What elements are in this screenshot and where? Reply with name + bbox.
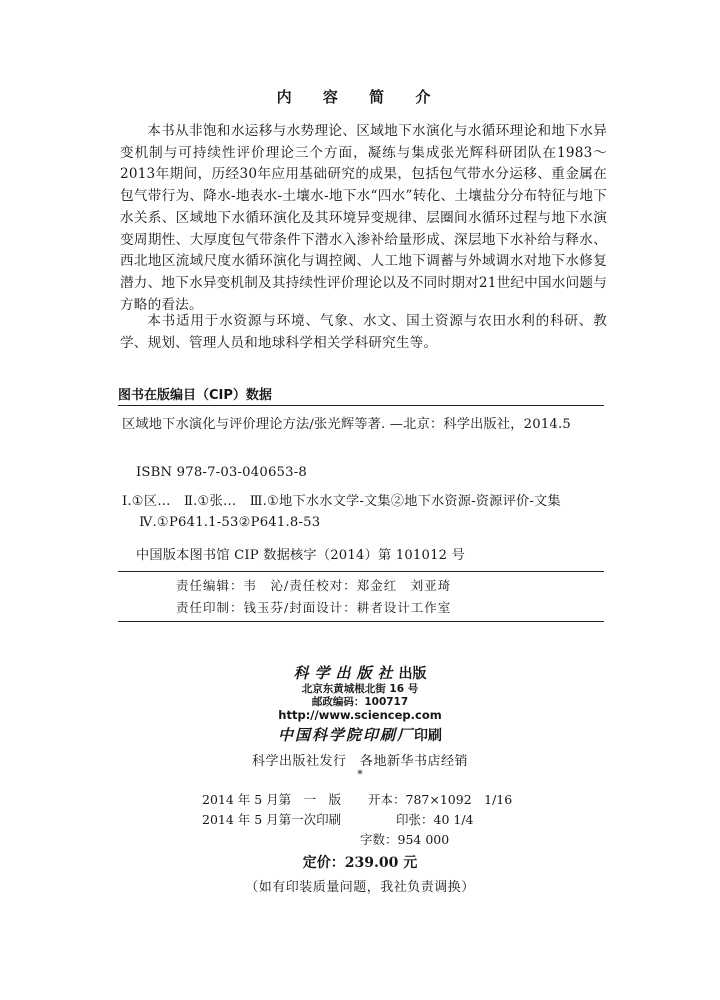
cip-classification: Ⅰ.①区… Ⅱ.①张… Ⅲ.①地下水水文学-文集②地下水资源-资源评价-文集 Ⅳ.①P641.1-53②P641.8-53 (122, 494, 575, 530)
printer-logo-text: 中国科学院印刷厂 (277, 726, 414, 744)
staff-bottom-rule (118, 621, 604, 622)
publisher-logo-text: 科学出版社 (293, 664, 399, 682)
summary-paragraph-1: 本书从非饱和水运移与水势理论、区域地下水演化与水循环理论和地下水异变机制与可持续性评价理论三个方面，凝练与集成张光辉科研团队在1983～2013年期间，历经30年应用基础研究的成果，包括包气带水分运移、重金属在包气带行为、降水-地表水-土壤水-地下水“四水”转化、土壤盐分分布特征与地下水关系、区域地下水循环演化及其环境异变规律、层圈间水循环过程与地下水演变周期性、大厚度包气带条件下潜水入渗补给量形成、深层地下水补给与释水、西北地区流域尺度水循环演化与调控阈、人工地下调蓄与外域调水对地下水修复潜力、地下水异变机制及其持续性评价理论以及不同时期对21世纪中国水问题与方略的看法。 (120, 123, 607, 313)
publisher-line (0, 662, 720, 683)
quality-notice: （如有印装质量问题，我社负责调换） (245, 880, 475, 895)
asterisk-separator: * (357, 768, 363, 781)
distribution-info: 科学出版社发行 各地新华书店经销 (251, 754, 468, 769)
cip-isbn: ISBN 978-7-03-040653-8 (136, 465, 307, 480)
sheets-info: 印张：40 1/4 (396, 812, 474, 827)
price: 定价：239.00 元 (302, 855, 418, 871)
editor-credits: 责任编辑：韦 沁/责任校对：郑金红 刘亚琦 (176, 578, 452, 593)
printer-suffix: 印刷 (414, 728, 442, 744)
production-credits: 责任印制：钱玉芬/封面设计：耕者设计工作室 (176, 600, 452, 615)
publisher-url: http://www.sciencep.com (278, 708, 442, 722)
summary-paragraph-2: 本书适用于水资源与环境、气象、水文、国土资源与农田水利的科研、教学、规划、管理人员和地球科学相关学科研究生等。 (120, 313, 607, 351)
cip-top-rule (118, 405, 604, 406)
cip-bottom-rule (118, 571, 604, 572)
cip-description: 区域地下水演化与评价理论方法/张光辉等著. —北京：科学出版社，2014.5 (122, 417, 572, 432)
format-info: 开本：787×1092 1/16 (368, 792, 513, 807)
publisher-address: 北京东黄城根北街 16 号 (301, 683, 419, 695)
printing-info: 2014 年 5 月第一次印刷 (202, 812, 342, 827)
summary-title: 内 容 简 介 (276, 88, 444, 106)
word-count: 字数：954 000 (360, 832, 450, 847)
printer-line (0, 724, 720, 745)
publisher-postcode: 邮政编码：100717 (311, 696, 409, 708)
edition-info: 2014 年 5 月第 一 版 (202, 792, 342, 807)
cip-verification: 中国版本图书馆 CIP 数据核字（2014）第 101012 号 (136, 548, 466, 563)
publisher-suffix: 出版 (398, 666, 427, 682)
cip-title: 图书在版编目（CIP）数据 (118, 388, 272, 403)
